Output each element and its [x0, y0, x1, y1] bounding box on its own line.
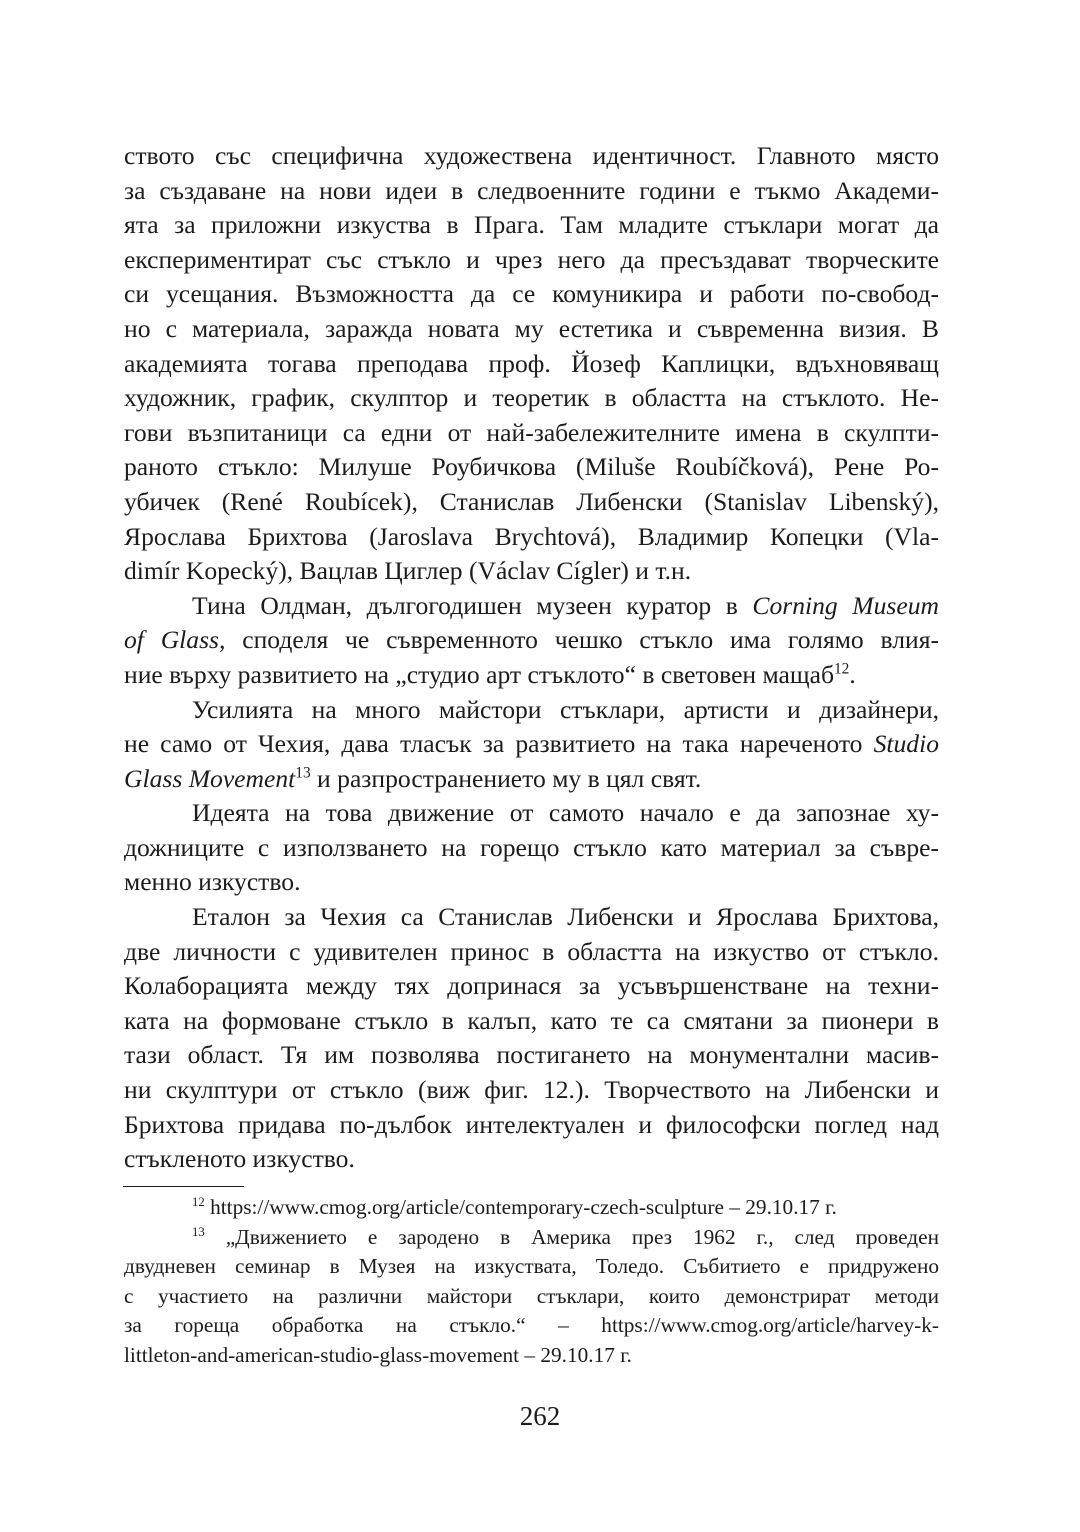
text-line: Усилията на много майстори стъклари, артисти и дизайнери,: [192, 694, 939, 724]
text-line: гови възпитаници са едни от най-забележителните имена в скулпти-: [124, 417, 939, 447]
text-line: Идеята на това движение от самото начало е да запознае ху-: [192, 798, 939, 828]
text-line: експериментират със стъкло и чрез него да пресъздават творческите: [124, 244, 939, 274]
text-line: двудневен семинар в Музея на изкуствата, Толедо. Събитието е придружено: [124, 1254, 939, 1278]
footnote-ref-13[interactable]: 13: [295, 764, 311, 782]
footnote-ref-12[interactable]: 12: [834, 660, 850, 678]
text-line: академията тогава преподава проф. Йозеф Каплицки, вдъхновяващ: [124, 348, 939, 378]
movement-name-italic: Studio: [873, 729, 939, 759]
movement-name-italic: Glass Movement: [124, 763, 296, 793]
text-line: [124, 589, 939, 624]
footnote-link-line[interactable]: littleton-and-american-studio-glass-movement – 29.10.17 г.: [124, 1342, 632, 1367]
text-line: Колаборацията между тях допринася за усъвършенстване на техни-: [124, 971, 939, 1001]
text-run: споделя че съвременното чешко стъкло има голямо влия-: [225, 625, 940, 655]
paragraph-3: [124, 693, 939, 797]
text-line: менно изкуство.: [124, 867, 301, 897]
text-line: [124, 727, 939, 762]
footnote-mark: 13: [192, 1224, 205, 1239]
footnote-separator: [123, 1186, 244, 1187]
text-line: ката на формоване стъкло в калъп, като те са смятани за пионери в: [124, 1005, 939, 1035]
text-line: стъкленото изкуство.: [124, 1144, 355, 1174]
paragraph-5: [124, 900, 939, 1177]
text-line: Ярослава Брихтова (Jaroslava Brychtová), Владимир Копецки (Vla-: [124, 521, 939, 551]
museum-name-italic: Corning Museum: [752, 590, 939, 620]
museum-name-italic: of Glass,: [124, 625, 226, 655]
text-line: с участието на различни майстори стъклари, които демонстрират методи: [124, 1283, 939, 1308]
text-line: си усещания. Възможността да се комуникира и работи по-свобод-: [124, 279, 939, 309]
text-line: убичек (René Roubícek), Станислав Либенски (Stanislav Libenský),: [124, 486, 939, 516]
text-line: художник, график, скулптор и теоретик в областта на стъклото. Не-: [124, 383, 939, 413]
footnote-12: [124, 1193, 939, 1223]
text-line: dimír Kopecký), Вацлав Циглер (Václav Cígler) и т.н.: [124, 556, 692, 586]
body-text: [124, 139, 939, 1177]
footnote-link[interactable]: https://www.cmog.org/article/contemporary-czech-sculpture – 29.10.17 г.: [204, 1195, 837, 1219]
paragraph-1: [124, 139, 939, 589]
text-line: [124, 762, 939, 797]
text-line: Брихтова придава по-дълбок интелектуален и философски поглед над: [124, 1109, 939, 1139]
text-line: ни скулптури от стъкло (виж фиг. 12.). Творчеството на Либенски и: [124, 1075, 939, 1105]
text-line: тази област. Тя им позволява постигането на монументални масив-: [124, 1040, 939, 1070]
text-run: и разпространението му в цял свят.: [310, 763, 702, 793]
text-run: ние върху развитието на „студио арт стъклото“ в световен мащаб: [124, 659, 834, 689]
text-run: „Движението е зародено в Америка през 1962 г., след проведен: [204, 1224, 939, 1249]
text-line: ята за приложни изкуства в Прага. Там младите стъклари могат да: [124, 210, 939, 240]
text-line: но с материала, заражда новата му естетика и съвременна визия. В: [124, 313, 939, 343]
text-run: .: [849, 659, 856, 689]
text-line: за създаване на нови идеи в следвоенните години е тъкмо Академи-: [124, 175, 939, 205]
text-line: [124, 1193, 939, 1223]
text-line: [124, 1223, 939, 1253]
footnote-13: [124, 1223, 939, 1371]
footnote-mark: 12: [192, 1194, 205, 1209]
text-line: дожниците с използването на горещо стъкло като материал за съвре-: [124, 832, 939, 862]
page-number: 262: [519, 1401, 561, 1431]
text-run: Тина Олдман, дългогодишен музеен куратор в: [192, 590, 753, 620]
footnotes: [124, 1193, 939, 1370]
text-line: ството със специфична художествена идентичност. Главното място: [124, 141, 939, 170]
text-line: [124, 658, 939, 693]
text-line: раното стъкло: Милуше Роубичкова (Miluše Roubíčková), Рене Ро-: [124, 452, 939, 482]
text-line: Еталон за Чехия са Станислав Либенски и Ярослава Брихтова,: [192, 902, 939, 932]
text-line: [124, 623, 939, 658]
paragraph-4: [124, 796, 939, 900]
footnote-link-line[interactable]: за гореща обработка на стъкло.“ – https://www.cmog.org/article/harvey-k-: [124, 1313, 939, 1337]
text-line: две личности с удивителен принос в областта на изкуство от стъкло.: [124, 936, 939, 966]
text-run: не само от Чехия, дава тласък за развитието на така нареченото: [124, 729, 874, 759]
paragraph-2: [124, 589, 939, 693]
